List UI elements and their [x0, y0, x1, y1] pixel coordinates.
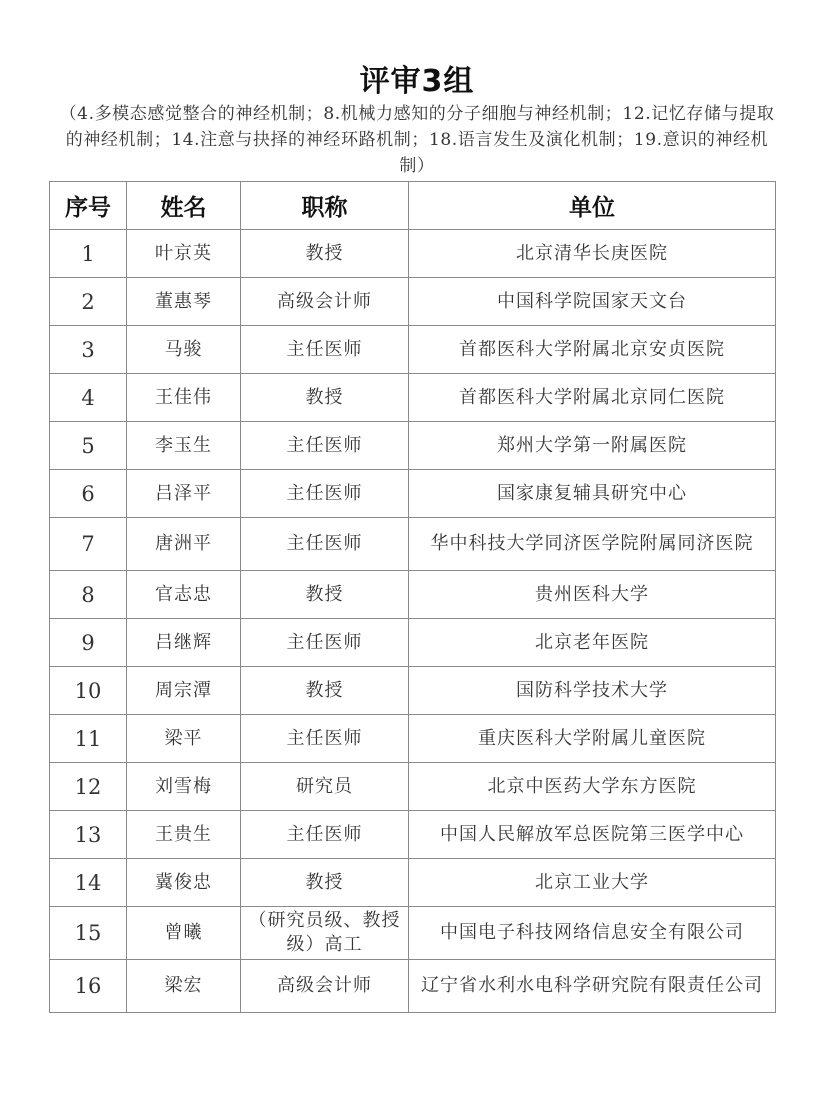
row-title: 主任医师: [241, 715, 409, 763]
row-name: 梁宏: [127, 960, 241, 1013]
row-name: 叶京英: [127, 230, 241, 278]
row-unit: 北京清华长庚医院: [409, 230, 776, 278]
table-row: [50, 715, 776, 763]
row-number: 10: [50, 667, 127, 715]
row-name: 官志忠: [127, 571, 241, 619]
row-unit: 辽宁省水利水电科学研究院有限责任公司: [409, 960, 776, 1013]
header-name: 姓名: [127, 182, 241, 230]
row-number: 3: [50, 326, 127, 374]
row-number: 2: [50, 278, 127, 326]
row-name: 吕继辉: [127, 619, 241, 667]
row-unit: 北京老年医院: [409, 619, 776, 667]
table-row: [50, 619, 776, 667]
reviewer-table: [49, 181, 776, 1013]
row-title: 教授: [241, 859, 409, 907]
row-number: 1: [50, 230, 127, 278]
row-number: 4: [50, 374, 127, 422]
row-name: 周宗潭: [127, 667, 241, 715]
row-number: 9: [50, 619, 127, 667]
row-title: 主任医师: [241, 619, 409, 667]
row-name: 李玉生: [127, 422, 241, 470]
table-row: [50, 326, 776, 374]
table-row: [50, 667, 776, 715]
row-number: 15: [50, 907, 127, 960]
row-unit: 中国人民解放军总医院第三医学中心: [409, 811, 776, 859]
row-unit: 首都医科大学附属北京同仁医院: [409, 374, 776, 422]
row-title: 研究员: [241, 763, 409, 811]
header-number: 序号: [50, 182, 127, 230]
row-name: 吕泽平: [127, 470, 241, 518]
table-row: [50, 518, 776, 571]
row-unit: 贵州医科大学: [409, 571, 776, 619]
row-number: 5: [50, 422, 127, 470]
row-name: 王贵生: [127, 811, 241, 859]
row-number: 14: [50, 859, 127, 907]
row-unit: 首都医科大学附属北京安贞医院: [409, 326, 776, 374]
row-name: 王佳伟: [127, 374, 241, 422]
row-name: 董惠琴: [127, 278, 241, 326]
row-number: 6: [50, 470, 127, 518]
row-title: 主任医师: [241, 811, 409, 859]
row-title: 主任医师: [241, 326, 409, 374]
row-name: 马骏: [127, 326, 241, 374]
row-title: 高级会计师: [241, 960, 409, 1013]
table-row: [50, 859, 776, 907]
row-number: 7: [50, 518, 127, 571]
header-unit: 单位: [409, 182, 776, 230]
row-unit: 中国科学院国家天文台: [409, 278, 776, 326]
table-row: [50, 811, 776, 859]
row-name: 唐洲平: [127, 518, 241, 571]
row-title: 高级会计师: [241, 278, 409, 326]
row-number: 11: [50, 715, 127, 763]
row-title: 教授: [241, 230, 409, 278]
table-row: [50, 763, 776, 811]
table-row: [50, 278, 776, 326]
header-title: 职称: [241, 182, 409, 230]
row-number: 12: [50, 763, 127, 811]
row-title: 教授: [241, 667, 409, 715]
table-row: [50, 470, 776, 518]
row-unit: 北京工业大学: [409, 859, 776, 907]
row-title: 主任医师: [241, 422, 409, 470]
table-row: [50, 422, 776, 470]
table-row: [50, 907, 776, 960]
row-name: 刘雪梅: [127, 763, 241, 811]
table-row: [50, 571, 776, 619]
row-name: 曾曦: [127, 907, 241, 960]
table-header-row: [50, 182, 776, 230]
row-name: 冀俊忠: [127, 859, 241, 907]
research-topics-subtitle: （4.多模态感觉整合的神经机制；8.机械力感知的分子细胞与神经机制；12.记忆存储与提取的神经机制；14.注意与抉择的神经环路机制；18.语言发生及演化机制；19.意识的神经机制）: [59, 104, 775, 176]
row-unit: 国家康复辅具研究中心: [409, 470, 776, 518]
row-title: 主任医师: [241, 518, 409, 571]
page-title: 评审3组: [359, 64, 475, 99]
row-unit: 郑州大学第一附属医院: [409, 422, 776, 470]
table-row: [50, 960, 776, 1013]
row-unit: 国防科学技术大学: [409, 667, 776, 715]
row-unit: 重庆医科大学附属儿童医院: [409, 715, 776, 763]
row-number: 8: [50, 571, 127, 619]
row-number: 13: [50, 811, 127, 859]
row-title: 主任医师: [241, 470, 409, 518]
row-number: 16: [50, 960, 127, 1013]
row-unit: 中国电子科技网络信息安全有限公司: [409, 907, 776, 960]
row-unit: 北京中医药大学东方医院: [409, 763, 776, 811]
row-title: （研究员级、教授级）高工: [241, 907, 409, 960]
table-row: [50, 230, 776, 278]
row-title: 教授: [241, 571, 409, 619]
row-unit: 华中科技大学同济医学院附属同济医院: [409, 518, 776, 571]
row-name: 梁平: [127, 715, 241, 763]
row-title: 教授: [241, 374, 409, 422]
table-row: [50, 374, 776, 422]
